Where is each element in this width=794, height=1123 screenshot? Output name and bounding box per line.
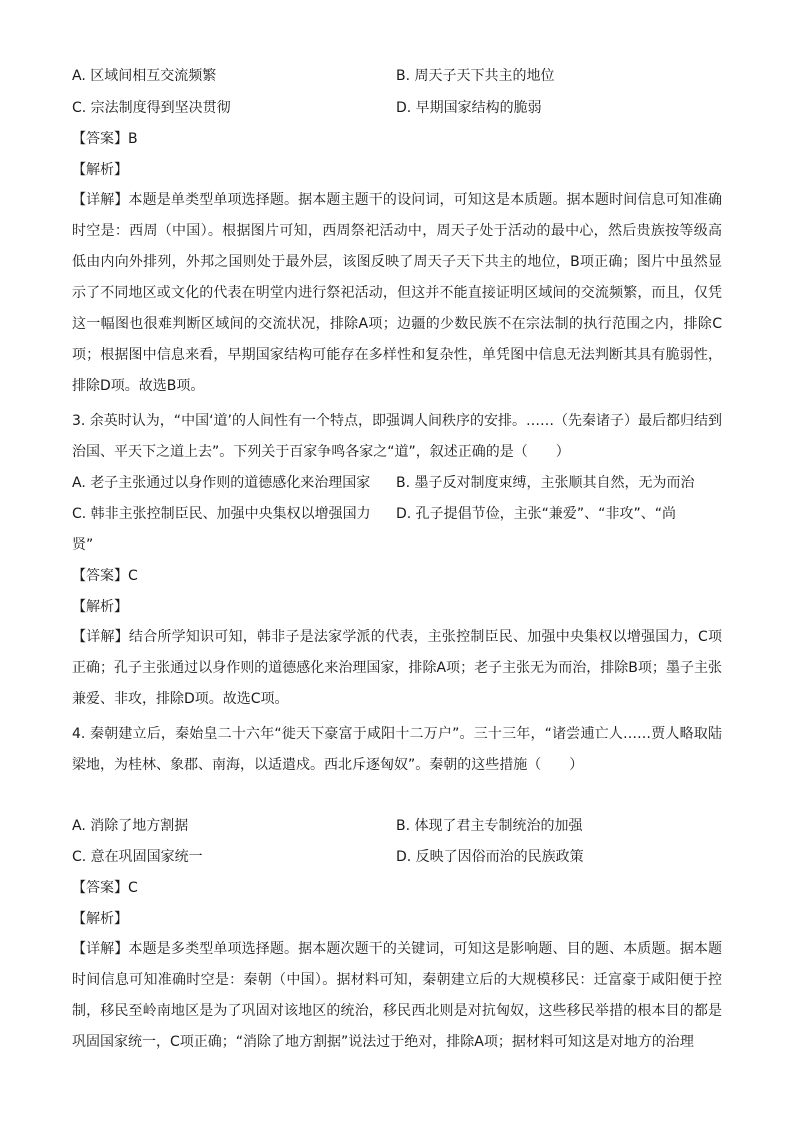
q3-option-row-1 (72, 473, 722, 493)
q3-stem: 3. 余英时认为，“中国‘道’的人间性有一个特点，即强调人间秩序的安排。……（先秦诸子）最后都归结到治国、平天下之道上去”。下列关于百家争鸣各家之“道”，叙述正确的是（ ） (72, 413, 722, 460)
q4-analysis-label: 【解析】 (72, 911, 128, 927)
q2-analysis-label: 【解析】 (72, 162, 128, 178)
q4-answer: 【答案】C (72, 880, 138, 896)
q3-option-c: C. 韩非主张控制臣民、加强中央集权以增强国力 (72, 506, 371, 522)
q4-option-row-2 (72, 847, 722, 867)
q2-detail: 【详解】本题是单类型单项选择题。据本题主题干的设问词，可知这是本质题。据本题时间信息可知准确时空是：西周（中国）。根据图片可知，西周祭祀活动中，周天子处于活动的最中心，然后贵族按等级高低由内向外排列，外邦之国则处于最外层，该图反映了周天子天下共主的地位，B项正确；图片中虽然显示了不同地区或文化的代表在明堂内进行祭祀活动，但这并不能直接证明区域间的交流频繁，而且，仅凭这一幅图也很难判断区域间的交流状况，排除A项；边疆的少数民族不在宗法制的执行范围之内，排除C项；根据图中信息来看，早期国家结构可能存在多样性和复杂性，单凭图中信息无法判断其具有脆弱性，排除D项。故选B项。 (72, 192, 722, 394)
q2-option-row-2 (72, 98, 722, 118)
q3-option-row-2 (72, 504, 722, 524)
q4-option-d: D. 反映了因俗而治的民族政策 (396, 849, 584, 865)
q2-option-c: C. 宗法制度得到坚决贯彻 (72, 100, 231, 116)
q3-detail: 【详解】结合所学知识可知，韩非子是法家学派的代表，主张控制臣民、加强中央集权以增强国力，C项正确；孔子主张通过以身作则的道德感化来治理国家，排除A项；老子主张无为而治，排除B项；墨子主张兼爱、非攻，排除D项。故选C项。 (72, 629, 722, 707)
q3-option-d-continued: 贤” (72, 537, 94, 553)
q3-answer: 【答案】C (72, 568, 138, 584)
q3-option-b: B. 墨子反对制度束缚，主张顺其自然，无为而治 (396, 475, 695, 491)
q2-answer: 【答案】B (72, 131, 138, 147)
q3-option-d: D. 孔子提倡节俭，主张“兼爱”、“非攻”、“尚 (396, 506, 676, 522)
q4-option-b: B. 体现了君主专制统治的加强 (396, 818, 583, 834)
q4-option-a: A. 消除了地方割据 (72, 818, 189, 834)
q2-option-b: B. 周天子天下共主的地位 (396, 68, 555, 84)
q2-option-row-1 (72, 66, 722, 86)
q4-option-c: C. 意在巩固国家统一 (72, 849, 203, 865)
q2-option-a: A. 区域间相互交流频繁 (72, 68, 217, 84)
q4-detail: 【详解】本题是多类型单项选择题。据本题次题干的关键词，可知这是影响题、目的题、本质题。据本题时间信息可知准确时空是：秦朝（中国）。据材料可知，秦朝建立后的大规模移民：迁富豪于咸阳便于控制，移民至岭南地区是为了巩固对该地区的统治，移民西北则是对抗匈奴，这些移民举措的根本目的都是巩固国家统一，C项正确；“消除了地方割据”说法过于绝对，排除A项；据材料可知这是对地方的治理 (72, 941, 722, 1050)
q3-option-a: A. 老子主张通过以身作则的道德感化来治理国家 (72, 475, 371, 491)
q4-option-row-1 (72, 816, 722, 836)
q2-option-d: D. 早期国家结构的脆弱 (396, 100, 542, 116)
q4-stem: 4. 秦朝建立后，秦始皇二十六年“徙天下豪富于咸阳十二万户”。三十三年，“诸尝逋亡人……贾人略取陆梁地，为桂林、象郡、南海，以适遣戍。西北斥逐匈奴”。秦朝的这些措施（ ） (72, 726, 722, 773)
q3-analysis-label: 【解析】 (72, 599, 128, 615)
